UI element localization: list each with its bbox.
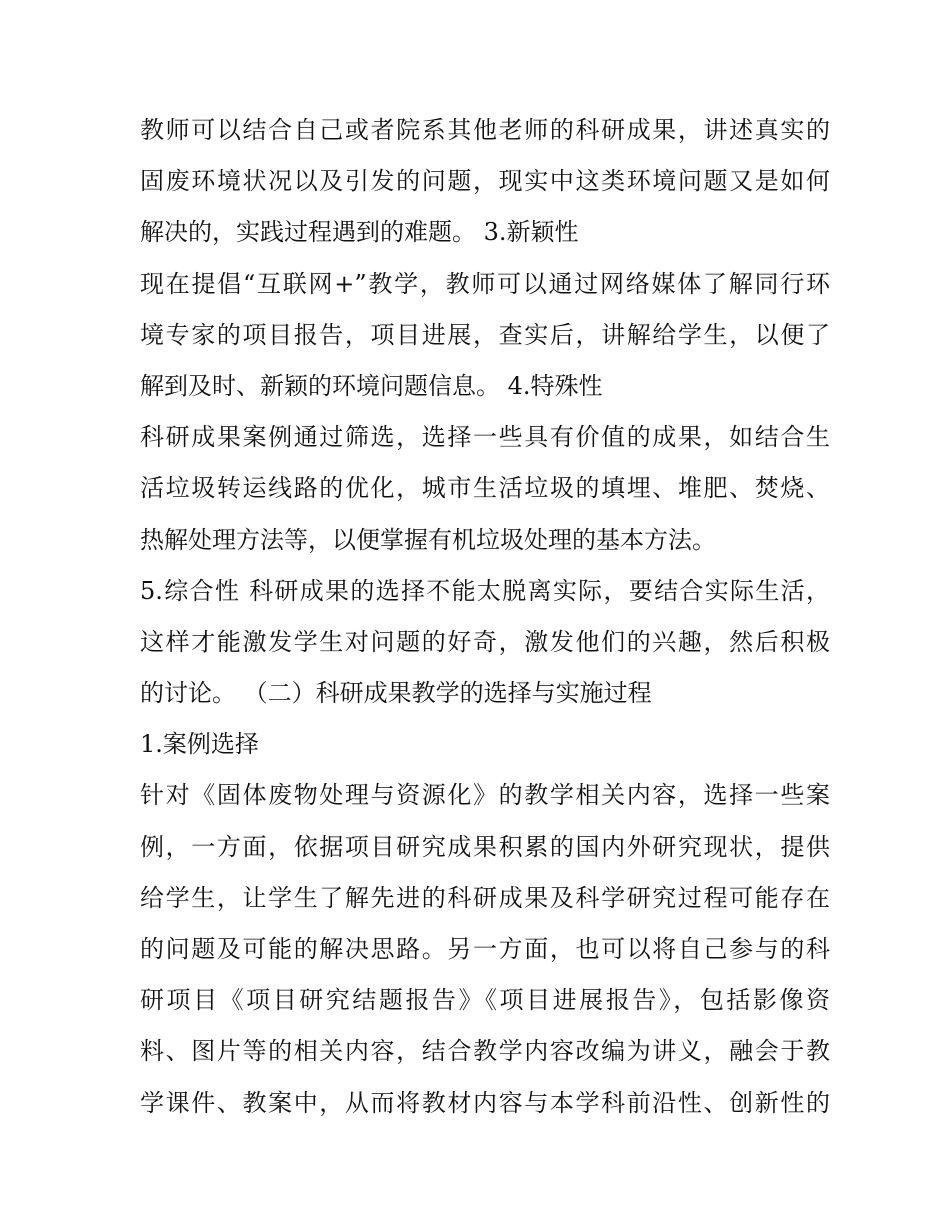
text-line-15: 例，一方面，依据项目研究成果积累的国内外研究现状，提供 — [140, 832, 830, 861]
text-line-20: 学课件、教案中，从而将教材内容与本学科前沿性、创新性的 — [140, 1088, 830, 1117]
text-line-14: 针对《固体废物处理与资源化》的教学相关内容，选择一些案 — [140, 781, 830, 810]
text-line-4: 现在提倡“互联网+”教学，教师可以通过网络媒体了解同行环 — [140, 269, 830, 298]
text-line-11: 这样才能激发学生对问题的好奇，激发他们的兴趣，然后积极 — [140, 627, 830, 656]
text-line-13: 1.案例选择 — [140, 730, 259, 759]
text-line-5: 境专家的项目报告，项目进展，查实后，讲解给学生，以便了 — [140, 320, 830, 349]
text-line-2: 固废环境状况以及引发的问题，现实中这类环境问题又是如何 — [140, 167, 830, 196]
document-page — [140, 105, 830, 1129]
text-line-7: 科研成果案例通过筛选，选择一些具有价值的成果，如结合生 — [140, 423, 830, 452]
text-line-6: 解到及时、新颖的环境问题信息。 4.特殊性 — [140, 371, 603, 400]
text-line-19: 料、图片等的相关内容，结合教学内容改编为讲义，融会于教 — [140, 1037, 830, 1066]
text-line-8: 活垃圾转运线路的优化，城市生活垃圾的填埋、堆肥、焚烧、 — [140, 474, 830, 503]
text-line-16: 给学生，让学生了解先进的科研成果及科学研究过程可能存在 — [140, 883, 830, 912]
text-line-17: 的问题及可能的解决思路。另一方面，也可以将自己参与的科 — [140, 935, 830, 963]
text-line-3: 解决的，实践过程遇到的难题。 3.新颖性 — [140, 218, 579, 247]
text-line-9: 热解处理方法等，以便掌握有机垃圾处理的基本方法。 — [140, 525, 716, 554]
text-line-12: 的讨论。 （二）科研成果教学的选择与实施过程 — [140, 679, 652, 708]
text-line-10: 5.综合性 科研成果的选择不能太脱离实际，要结合实际生活， — [140, 576, 830, 605]
text-line-1: 教师可以结合自己或者院系其他老师的科研成果，讲述真实的 — [140, 116, 830, 144]
text-line-18: 研项目《项目研究结题报告》《项目进展报告》，包括影像资 — [140, 986, 830, 1015]
